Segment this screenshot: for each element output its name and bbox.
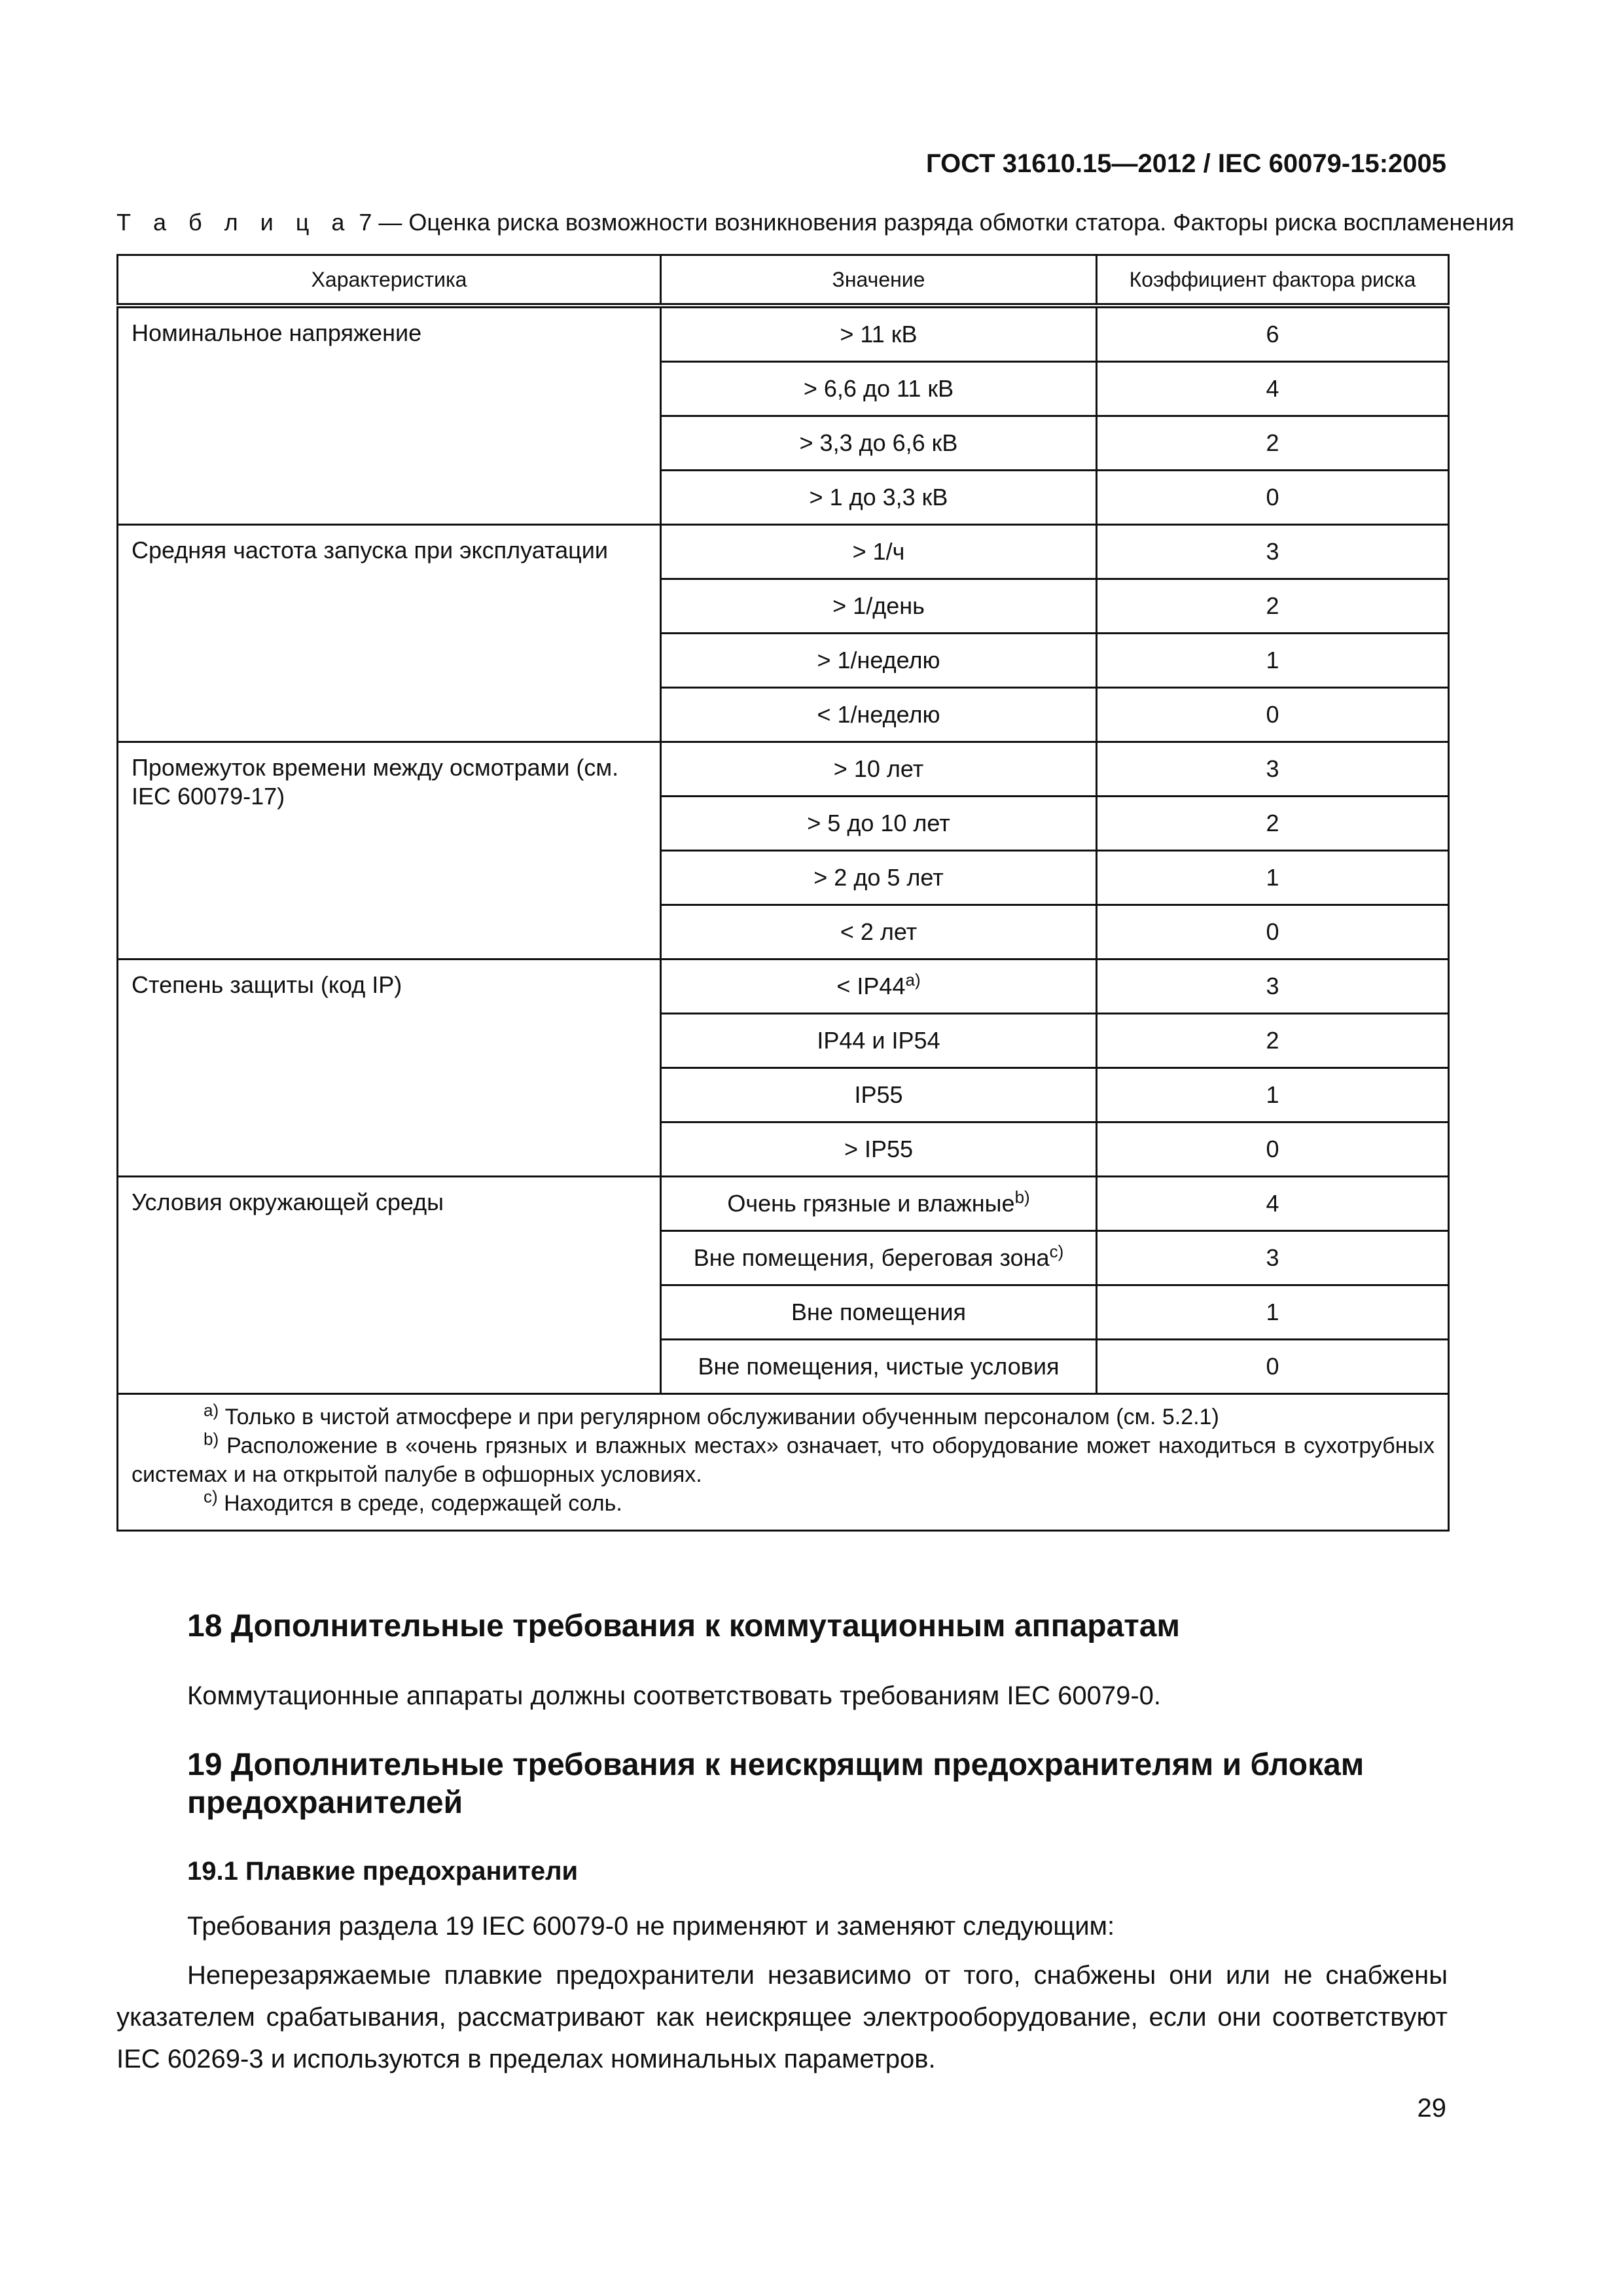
value-cell xyxy=(661,797,1097,851)
note-marker: b) xyxy=(204,1429,219,1449)
coefficient-cell: 6 xyxy=(1097,306,1449,362)
value-cell xyxy=(661,1340,1097,1394)
characteristic-cell: Промежуток времени между осмотрами (см. IEC 60079-17) xyxy=(118,742,661,960)
section-19-heading: 19 Дополнительные требования к неискрящим предохранителям и блокам предохранителей xyxy=(187,1748,1364,1820)
value-cell xyxy=(661,362,1097,416)
value-cell xyxy=(661,851,1097,905)
value-text: Вне помещения xyxy=(791,1299,966,1325)
value-text: Вне помещения, чистые условия xyxy=(698,1353,1060,1380)
coefficient-cell: 2 xyxy=(1097,579,1449,634)
value-text: > 10 лет xyxy=(833,755,924,782)
table-note xyxy=(132,1431,1435,1489)
value-cell xyxy=(661,416,1097,471)
coefficient-cell: 1 xyxy=(1097,1285,1449,1340)
value-cell xyxy=(661,905,1097,960)
coefficient-cell: 4 xyxy=(1097,362,1449,416)
value-cell xyxy=(661,634,1097,688)
column-header-value: Значение xyxy=(661,255,1097,306)
value-cell xyxy=(661,471,1097,525)
value-text: < 2 лет xyxy=(840,918,918,945)
table-header-row xyxy=(118,255,1449,306)
value-text: IP55 xyxy=(854,1081,903,1108)
table-row xyxy=(118,306,1449,362)
coefficient-cell: 0 xyxy=(1097,905,1449,960)
page-number: 29 xyxy=(1417,2094,1446,2123)
table-row xyxy=(118,742,1449,797)
value-text: < IP44 xyxy=(836,973,906,999)
value-text: > 11 кВ xyxy=(840,321,918,348)
note-text: Расположение в «очень грязных и влажных местах» означает, что оборудование может находиться в сухотрубных системах и на открытой палубе в офшорных условиях. xyxy=(132,1433,1435,1487)
table-caption-text: 7 — Оценка риска возможности возникновения разряда обмотки статора. Факторы риска воспламенения xyxy=(352,209,1514,236)
coefficient-cell: 0 xyxy=(1097,471,1449,525)
table-notes xyxy=(118,1394,1449,1531)
value-text: > 2 до 5 лет xyxy=(813,864,944,891)
value-text: Очень грязные и влажные xyxy=(727,1190,1015,1217)
coefficient-cell: 3 xyxy=(1097,960,1449,1014)
value-text: > 6,6 до 11 кВ xyxy=(803,375,954,402)
document-header: ГОСТ 31610.15—2012 / IEC 60079-15:2005 xyxy=(926,149,1446,178)
coefficient-cell: 3 xyxy=(1097,1231,1449,1285)
characteristic-cell: Номинальное напряжение xyxy=(118,306,661,525)
footnote-marker: a) xyxy=(905,970,921,990)
table-note xyxy=(132,1400,1435,1431)
coefficient-cell: 2 xyxy=(1097,1014,1449,1068)
table-row xyxy=(118,1177,1449,1231)
note-marker: c) xyxy=(204,1486,218,1507)
value-text: > 1/неделю xyxy=(817,647,940,673)
section-19-1-paragraph-1: Требования раздела 19 IEC 60079-0 не применяют и заменяют следующим: xyxy=(187,1912,1115,1941)
coefficient-cell: 1 xyxy=(1097,1068,1449,1122)
column-header-characteristic: Характеристика xyxy=(118,255,661,306)
value-cell xyxy=(661,579,1097,634)
coefficient-cell: 2 xyxy=(1097,416,1449,471)
value-cell xyxy=(661,525,1097,579)
footnote-marker: c) xyxy=(1049,1242,1064,1261)
table-row xyxy=(118,960,1449,1014)
section-19-1-paragraph-2: Неперезаряжаемые плавкие предохранители независимо от того, снабжены они или не снабжены указателем срабатывания, рассматривают как неискрящее электрооборудование, если они соответствуют IEC 60269-3 и используются в пределах номинальных параметров. xyxy=(116,1961,1448,2073)
coefficient-cell: 2 xyxy=(1097,797,1449,851)
value-text: IP44 и IP54 xyxy=(817,1027,940,1054)
coefficient-cell: 3 xyxy=(1097,742,1449,797)
value-cell xyxy=(661,1285,1097,1340)
value-cell xyxy=(661,688,1097,742)
value-text: > 1/ч xyxy=(852,538,905,565)
value-text: > 1 до 3,3 кВ xyxy=(809,484,948,511)
coefficient-cell: 0 xyxy=(1097,1340,1449,1394)
value-cell xyxy=(661,1068,1097,1122)
value-text: < 1/неделю xyxy=(817,701,940,728)
value-cell xyxy=(661,306,1097,362)
value-cell xyxy=(661,1122,1097,1177)
coefficient-cell: 1 xyxy=(1097,634,1449,688)
table-note xyxy=(132,1486,1435,1518)
value-text: > 1/день xyxy=(832,592,925,619)
note-text: Находится в среде, содержащей соль. xyxy=(217,1491,622,1516)
footnote-marker: b) xyxy=(1014,1187,1030,1207)
characteristic-cell: Условия окружающей среды xyxy=(118,1177,661,1394)
table-caption-label: Т а б л и ц а xyxy=(116,209,353,236)
value-cell xyxy=(661,742,1097,797)
coefficient-cell: 4 xyxy=(1097,1177,1449,1231)
value-cell xyxy=(661,960,1097,1014)
value-text: > IP55 xyxy=(844,1136,914,1162)
value-cell xyxy=(661,1231,1097,1285)
characteristic-cell: Средняя частота запуска при эксплуатации xyxy=(118,525,661,742)
value-cell xyxy=(661,1177,1097,1231)
note-text: Только в чистой атмосфере и при регулярном обслуживании обученным персоналом (см. 5.2.1) xyxy=(219,1405,1219,1429)
note-marker: a) xyxy=(204,1400,219,1420)
coefficient-cell: 0 xyxy=(1097,688,1449,742)
table-caption xyxy=(116,208,1514,237)
table-row xyxy=(118,525,1449,579)
coefficient-cell: 1 xyxy=(1097,851,1449,905)
table-body xyxy=(118,306,1449,1394)
characteristic-cell: Степень защиты (код IP) xyxy=(118,960,661,1177)
value-text: Вне помещения, береговая зона xyxy=(693,1244,1050,1271)
coefficient-cell: 0 xyxy=(1097,1122,1449,1177)
column-header-coefficient: Коэффициент фактора риска xyxy=(1097,255,1449,306)
value-text: > 3,3 до 6,6 кВ xyxy=(799,429,958,456)
section-18-text: Коммутационные аппараты должны соответствовать требованиям IEC 60079-0. xyxy=(187,1681,1162,1710)
table-notes-row xyxy=(118,1394,1449,1531)
risk-factor-table xyxy=(116,254,1450,1532)
value-cell xyxy=(661,1014,1097,1068)
coefficient-cell: 3 xyxy=(1097,525,1449,579)
value-text: > 5 до 10 лет xyxy=(807,810,950,836)
section-19-1-heading: 19.1 Плавкие предохранители xyxy=(187,1857,579,1886)
section-18-heading: 18 Дополнительные требования к коммутационным аппаратам xyxy=(187,1609,1180,1643)
